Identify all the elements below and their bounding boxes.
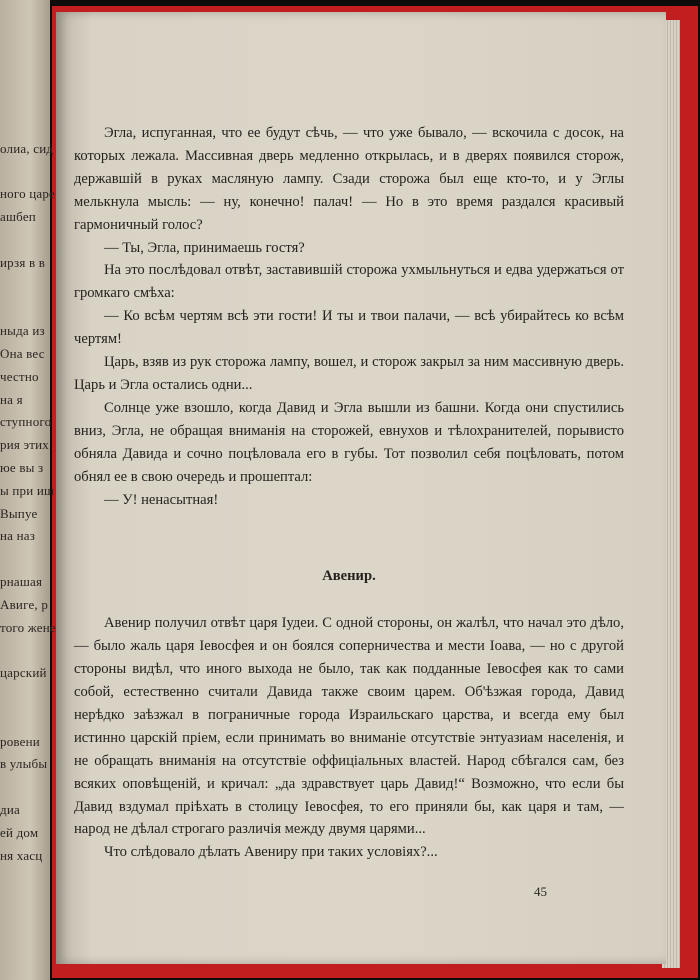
paragraph: — У! ненасытная! xyxy=(104,491,219,508)
paragraph: — Ко всѣм чертям всѣ эти гости! И ты и твои палачи, — всѣ убирайтесь ко всѣм чертям! xyxy=(74,308,624,348)
left-page-fragment: юе вы з xyxy=(0,460,44,475)
left-page-fragment: царский xyxy=(0,665,47,681)
paragraph: Что слѣдовало дѣлать Авениру при таких условіях?... xyxy=(104,844,438,861)
page-number: 45 xyxy=(534,884,547,899)
left-page-fragment: Авиге, р xyxy=(0,596,49,612)
paragraph: На это послѣдовал отвѣт, заставившій сторожа ухмыльнуться и едва удержаться от громкаго смѣха: xyxy=(74,262,624,302)
right-page xyxy=(56,12,666,964)
left-page-fragment: на наз xyxy=(0,528,36,544)
left-page-fragment: в улыбы xyxy=(0,756,48,772)
left-page-fragment: рия этих xyxy=(0,437,50,453)
left-page-fragment: рнашая xyxy=(0,574,43,589)
left-page-fragment: ей дом xyxy=(0,824,39,840)
left-page-fragment: ирзя в в xyxy=(0,254,46,270)
page-text xyxy=(74,122,624,864)
left-page-fragment: ровени xyxy=(0,733,40,749)
paragraph: — Ты, Эгла, принимаешь гостя? xyxy=(104,239,305,256)
left-page-fragment: ашбеп xyxy=(0,209,36,225)
paragraph: Эгла, испуганная, что ее будут сѣчь, — что уже бывало, — вскочила с досок, на которых лежала. Массивная дверь медленно открылась, и в дверях появился сторож, державшій в руках масляную лампу. Сзади сторожа был еще кто-то, и у Эглы мелькнула мысль: — ну, конечно! палач! — Но в это время раздался красивый гармоничный голос? xyxy=(74,125,624,233)
left-page-fragment: ы при иш xyxy=(0,482,55,498)
left-page-fragment: ныда из xyxy=(0,323,45,339)
paragraph: Солнце уже взошло, когда Давид и Эгла вышли из башни. Когда они спустились вниз, Эгла, не обращая вниманія на сторожей, евнухов и тѣлохранителей, порывисто обняла Давида и сочно поцѣловала его в губы. Тот позволил себя поцѣловать, потом обнял ее в свою очередь и прошептал: xyxy=(74,399,624,485)
left-page-fragment: ступного xyxy=(0,414,52,430)
left-page-fragment: на я xyxy=(0,391,23,407)
paragraph: Царь, взяв из рук сторожа лампу, вошел, и сторож закрыл за ним массивную дверь. Царь и Эгла остались одни... xyxy=(74,354,624,393)
left-page xyxy=(0,0,56,980)
section-title: Авенир. xyxy=(322,568,376,585)
left-page-fragment: Выпуе xyxy=(0,505,38,521)
left-page-fragment: того жене xyxy=(0,619,56,635)
left-page-fragment: ного царе xyxy=(0,186,56,202)
paragraph: Авенир получил отвѣт царя Іудеи. С одной стороны, он жалѣл, что начал это дѣло, — было жаль царя Іевосфея и он боялся соперничества и мести Іоава, — но с другой стороны видѣл, что иного выхода не было, так как подданные Іевосфея как то сами собой, естественно считали Давида также своим царем. Об'ѣзжая города, Давид нерѣдко заѣзжал в пограничные города Израильскаго царства, и всегда ему был истинно царскій пріем, если принимать во вниманіе отсутствіе энтуазиам населенія, и не обращать вниманія на отсутствіе оффиціальных властей. Народ сбѣгался сам, без всяких оповѣщеній, и кричал: „да здравствует царь Давид!“ Возможно, что если бы Давид вздумал пріѣхать в столицу Іевосфея, то его приняли бы, как царя и там, — народ не дѣлал строгаго различія между двумя царями... xyxy=(74,615,624,838)
left-page-fragment: диа xyxy=(0,802,20,817)
left-page-fragment: честно xyxy=(0,368,39,384)
left-page-fragment: Она вес xyxy=(0,346,45,361)
left-page-fragment: ня хасц xyxy=(0,847,43,863)
left-page-fragment: олиа, сид xyxy=(0,140,54,156)
